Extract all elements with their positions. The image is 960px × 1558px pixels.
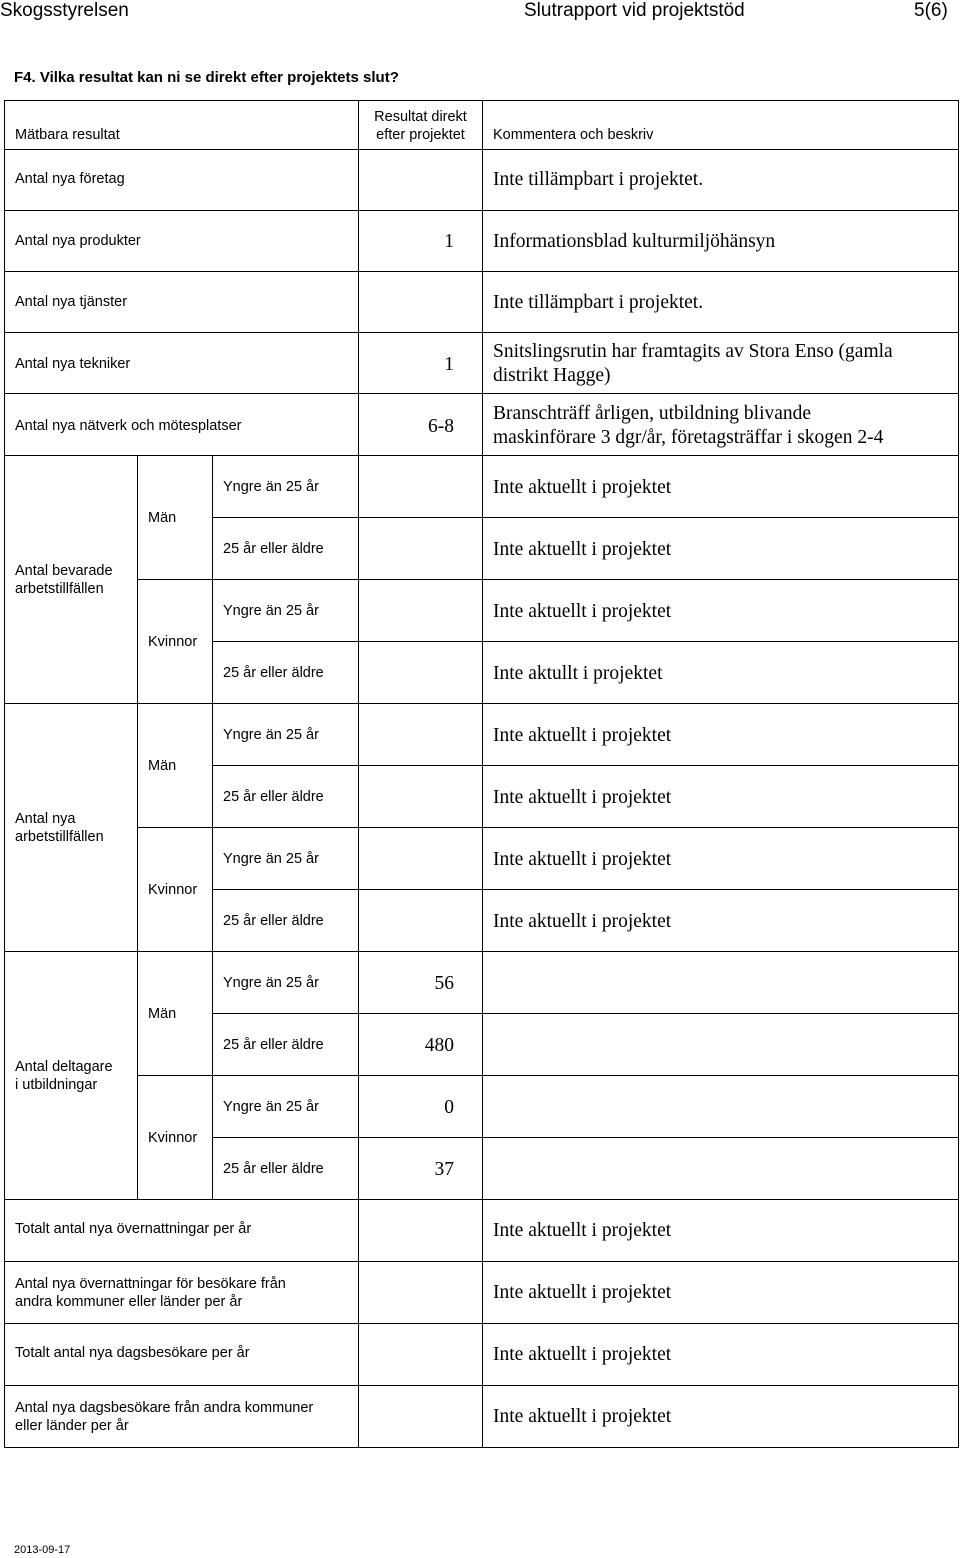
group-label-cell (4, 455, 138, 704)
row-value: 1 (444, 231, 454, 252)
row-comment: Inte aktuellt i projektet (493, 787, 672, 808)
row-value: 6-8 (428, 416, 454, 437)
row-comment: Informationsblad kulturmiljöhänsyn (493, 231, 776, 252)
result-input[interactable] (358, 703, 483, 766)
row-comment: Inte tillämpbart i projektet. (493, 292, 704, 313)
gender-cell-men (137, 455, 213, 580)
result-input[interactable] (358, 455, 483, 518)
row-label: Antal nya tekniker (15, 356, 131, 372)
result-input[interactable] (358, 210, 483, 272)
row-comment: Inte aktullt i projektet (493, 663, 663, 684)
group-label-line1: Antal bevarade (15, 563, 113, 579)
result-input[interactable] (358, 1075, 483, 1138)
table-row-label (4, 271, 359, 333)
row-label: Antal nya nätverk och mötesplatser (15, 418, 242, 434)
row-value: 480 (424, 1035, 454, 1056)
comment-input[interactable] (482, 393, 959, 456)
row-comment: Inte aktuellt i projektet (493, 725, 672, 746)
gender-label: Kvinnor (148, 1130, 198, 1146)
group-label-line1: Antal nya (15, 811, 76, 827)
header-cell (482, 100, 959, 150)
comment-input[interactable] (482, 1075, 959, 1138)
comment-input[interactable] (482, 889, 959, 952)
gender-label: Män (148, 510, 177, 526)
result-input[interactable] (358, 1013, 483, 1076)
row-comment: Inte aktuellt i projektet (493, 601, 672, 622)
result-input[interactable] (358, 951, 483, 1014)
comment-input[interactable] (482, 210, 959, 272)
row-value: 56 (434, 973, 454, 994)
group-label-cell (4, 703, 138, 952)
header-cell (4, 100, 359, 150)
age-label: Yngre än 25 år (223, 727, 319, 743)
comment-input[interactable] (482, 827, 959, 890)
header-cell (358, 100, 483, 150)
table-row-label (4, 1323, 359, 1386)
age-cell (212, 1075, 359, 1138)
age-label: Yngre än 25 år (223, 603, 319, 619)
result-input[interactable] (358, 765, 483, 828)
gender-label: Män (148, 1006, 177, 1022)
group-label-line2: i utbildningar (15, 1077, 98, 1093)
row-comment-line1: Snitslingsrutin har framtagits av Stora Enso (gamla (493, 341, 893, 362)
row-label-line2: eller länder per år (15, 1418, 129, 1434)
gender-cell-men (137, 703, 213, 828)
row-comment: Inte aktuellt i projektet (493, 1406, 672, 1427)
gender-cell-women (137, 1075, 213, 1200)
age-label: 25 år eller äldre (223, 541, 324, 557)
column-header-result-line1: Resultat direkt (374, 109, 467, 125)
age-label: Yngre än 25 år (223, 851, 319, 867)
result-input[interactable] (358, 1137, 483, 1200)
comment-input[interactable] (482, 703, 959, 766)
row-label: Totalt antal nya dagsbesökare per år (15, 1345, 250, 1361)
result-input[interactable] (358, 1199, 483, 1262)
gender-cell-women (137, 579, 213, 704)
row-label-line2: andra kommuner eller länder per år (15, 1294, 243, 1310)
table-row-label (4, 1385, 359, 1448)
comment-input[interactable] (482, 149, 959, 211)
age-cell (212, 827, 359, 890)
table-row-label (4, 1199, 359, 1262)
gender-cell-men (137, 951, 213, 1076)
age-cell (212, 889, 359, 952)
age-label: 25 år eller äldre (223, 913, 324, 929)
row-value: 0 (444, 1097, 454, 1118)
group-label-cell (4, 951, 138, 1200)
table-row-label (4, 1261, 359, 1324)
row-comment: Inte aktuellt i projektet (493, 1344, 672, 1365)
result-input[interactable] (358, 332, 483, 394)
comment-input[interactable] (482, 517, 959, 580)
gender-label: Kvinnor (148, 882, 198, 898)
row-comment: Inte aktuellt i projektet (493, 477, 672, 498)
row-comment: Inte aktuellt i projektet (493, 539, 672, 560)
age-label: 25 år eller äldre (223, 1161, 324, 1177)
comment-input[interactable] (482, 765, 959, 828)
comment-input[interactable] (482, 1013, 959, 1076)
age-cell (212, 703, 359, 766)
column-header-measurable: Mätbara resultat (15, 127, 120, 143)
result-input[interactable] (358, 1261, 483, 1324)
age-cell (212, 951, 359, 1014)
comment-input[interactable] (482, 1261, 959, 1324)
column-header-result-line2: efter projektet (376, 127, 465, 143)
row-label: Antal nya produkter (15, 233, 141, 249)
result-input[interactable] (358, 271, 483, 333)
group-label-line2: arbetstillfällen (15, 581, 104, 597)
row-comment: Inte aktuellt i projektet (493, 1282, 672, 1303)
group-label-line1: Antal deltagare (15, 1059, 113, 1075)
comment-input[interactable] (482, 271, 959, 333)
age-label: 25 år eller äldre (223, 665, 324, 681)
gender-label: Män (148, 758, 177, 774)
comment-input[interactable] (482, 579, 959, 642)
row-comment: Inte aktuellt i projektet (493, 911, 672, 932)
result-input[interactable] (358, 889, 483, 952)
table-row-label (4, 393, 359, 456)
comment-input[interactable] (482, 1385, 959, 1448)
row-label: Antal nya företag (15, 171, 125, 187)
result-input[interactable] (358, 393, 483, 456)
group-label-line2: arbetstillfällen (15, 829, 104, 845)
age-cell (212, 1013, 359, 1076)
org-name: Skogsstyrelsen (0, 0, 129, 21)
comment-input[interactable] (482, 455, 959, 518)
age-cell (212, 765, 359, 828)
table-row-label (4, 149, 359, 211)
age-label: 25 år eller äldre (223, 1037, 324, 1053)
row-value: 37 (434, 1159, 454, 1180)
gender-label: Kvinnor (148, 634, 198, 650)
result-input[interactable] (358, 1323, 483, 1386)
row-label: Antal nya tjänster (15, 294, 128, 310)
row-label-line1: Antal nya dagsbesökare från andra kommuner (15, 1400, 314, 1416)
result-input[interactable] (358, 641, 483, 704)
result-input[interactable] (358, 827, 483, 890)
document-title: Slutrapport vid projektstöd (524, 0, 745, 21)
result-input[interactable] (358, 517, 483, 580)
section-title: F4. Vilka resultat kan ni se direkt efter projektets slut? (14, 69, 399, 86)
comment-input[interactable] (482, 641, 959, 704)
row-value: 1 (444, 354, 454, 375)
comment-input[interactable] (482, 332, 959, 394)
age-label: Yngre än 25 år (223, 1099, 319, 1115)
comment-input[interactable] (482, 1199, 959, 1262)
table-row-label (4, 332, 359, 394)
result-input[interactable] (358, 149, 483, 211)
comment-input[interactable] (482, 1137, 959, 1200)
age-cell (212, 455, 359, 518)
row-label: Totalt antal nya övernattningar per år (15, 1221, 252, 1237)
age-label: Yngre än 25 år (223, 479, 319, 495)
table-row-label (4, 210, 359, 272)
gender-cell-women (137, 827, 213, 952)
result-input[interactable] (358, 579, 483, 642)
row-label-line1: Antal nya övernattningar för besökare från (15, 1276, 286, 1292)
age-cell (212, 641, 359, 704)
row-comment: Inte tillämpbart i projektet. (493, 169, 704, 190)
comment-input[interactable] (482, 1323, 959, 1386)
row-comment: Inte aktuellt i projektet (493, 1220, 672, 1241)
age-label: Yngre än 25 år (223, 975, 319, 991)
result-input[interactable] (358, 1385, 483, 1448)
row-comment-line2: distrikt Hagge) (493, 365, 611, 386)
footer-date: 2013-09-17 (14, 1544, 71, 1556)
column-header-comment: Kommentera och beskriv (493, 127, 654, 143)
row-comment-line2: maskinförare 3 dgr/år, företagsträffar i skogen 2-4 (493, 427, 884, 448)
comment-input[interactable] (482, 951, 959, 1014)
age-cell (212, 1137, 359, 1200)
row-comment: Inte aktuellt i projektet (493, 849, 672, 870)
row-comment-line1: Branschträff årligen, utbildning blivande (493, 403, 812, 424)
page-number: 5(6) (914, 0, 948, 21)
age-label: 25 år eller äldre (223, 789, 324, 805)
age-cell (212, 517, 359, 580)
age-cell (212, 579, 359, 642)
